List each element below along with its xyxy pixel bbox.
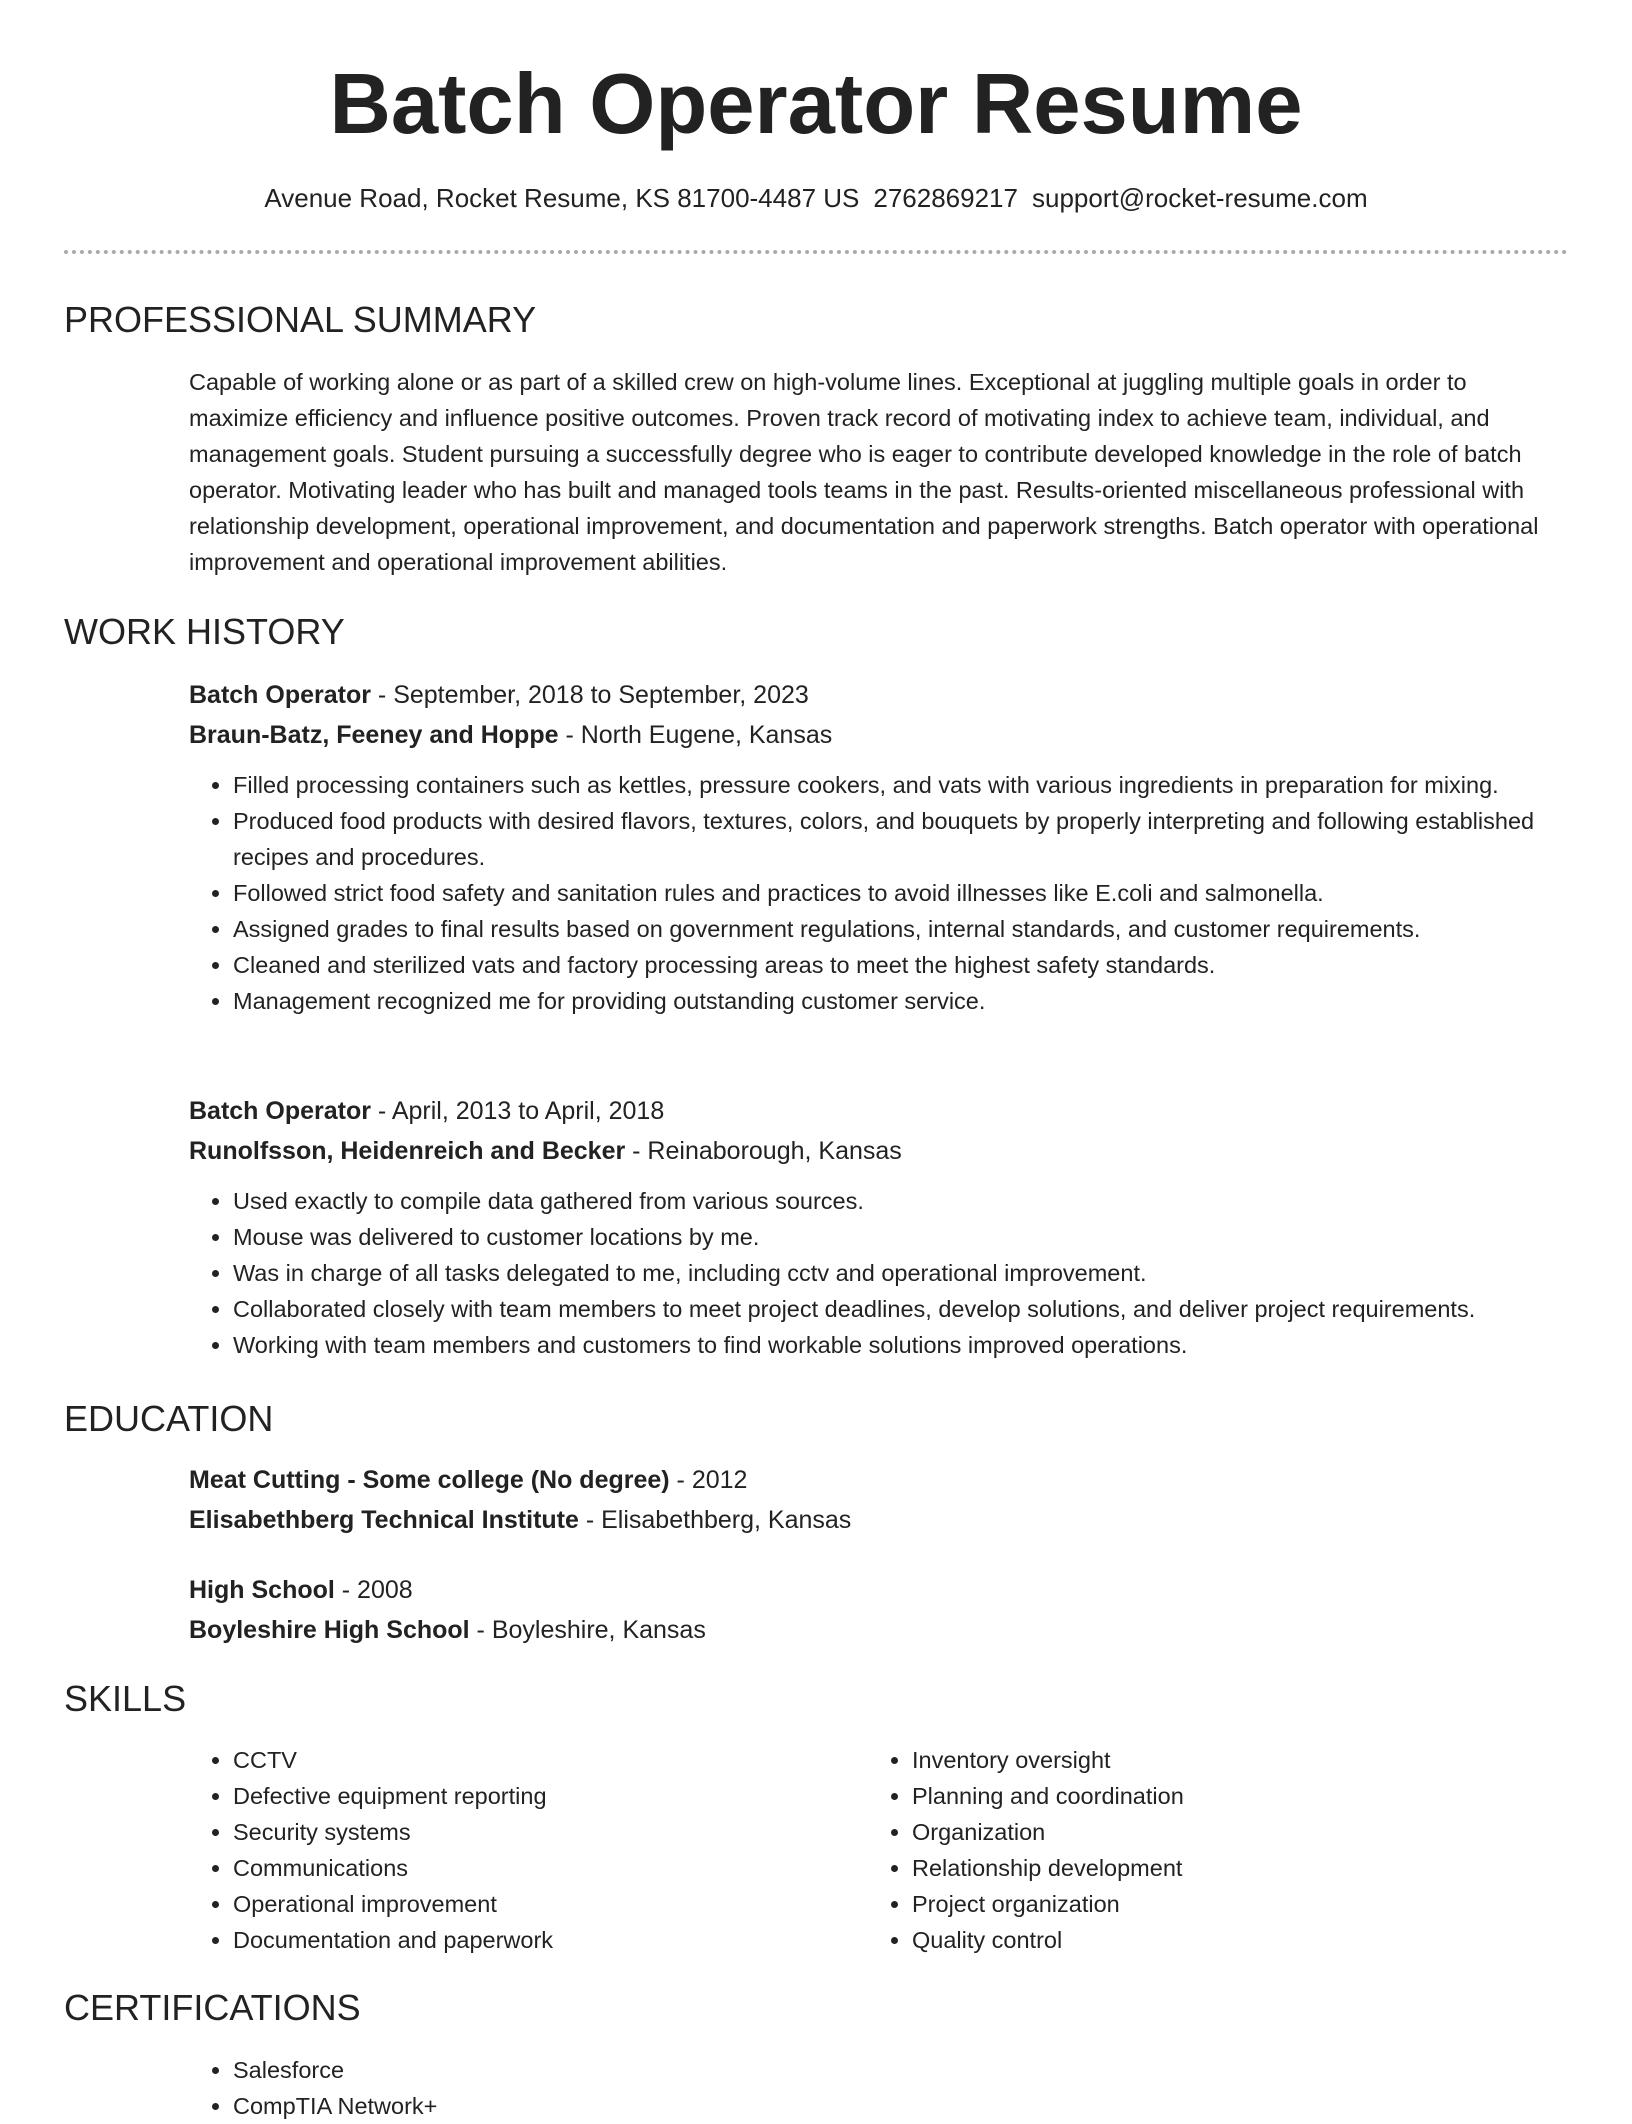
education-entry (189, 1460, 1569, 1540)
skill-item: • Operational improvement (233, 1886, 829, 1922)
skill-item: • Defective equipment reporting (233, 1778, 829, 1814)
job-entry (189, 1091, 1569, 1363)
skill-item: • Organization (912, 1814, 1508, 1850)
job-dates: - September, 2018 to September, 2023 (370, 681, 809, 709)
job-entry (189, 675, 1569, 1019)
certification-item: • CompTIA Network+ (233, 2088, 1569, 2124)
certifications-heading: CERTIFICATIONS (64, 1987, 361, 2028)
resume-title: Batch Operator Resume (329, 57, 1303, 152)
skill-item: • Relationship development (912, 1850, 1508, 1886)
job-bullet: • Was in charge of all tasks delegated to me, including cctv and operational improvement. (233, 1255, 1569, 1291)
contact-address: Avenue Road, Rocket Resume, KS 81700-4487 US (264, 183, 860, 213)
certifications-list (189, 2052, 1569, 2124)
summary-block (189, 364, 1569, 580)
skill-item: • Security systems (233, 1814, 829, 1850)
skill-item: • Communications (233, 1850, 829, 1886)
job-company: Runolfsson, Heidenreich and Becker (189, 1137, 626, 1165)
job-bullet: • Collaborated closely with team members to meet project deadlines, develop solutions, and deliver project requirements. (233, 1291, 1569, 1327)
job-bullets (189, 1183, 1569, 1363)
skills-column-left (189, 1742, 829, 1958)
job-bullet: • Working with team members and customers to find workable solutions improved operations. (233, 1327, 1569, 1363)
education-school: Boyleshire High School (189, 1616, 470, 1644)
education-year: - 2012 (669, 1466, 748, 1494)
skill-item: • Planning and coordination (912, 1778, 1508, 1814)
skill-item: • Inventory oversight (912, 1742, 1508, 1778)
job-company-line (189, 1131, 1569, 1171)
job-location: - Reinaborough, Kansas (625, 1137, 902, 1165)
job-dates: - April, 2013 to April, 2018 (370, 1097, 665, 1125)
summary-heading: PROFESSIONAL SUMMARY (64, 299, 537, 340)
education-degree-line (189, 1460, 1569, 1500)
education-location: - Elisabethberg, Kansas (578, 1506, 852, 1534)
job-bullet: • Filled processing containers such as kettles, pressure cookers, and vats with various ingredients in preparation for mixing. (233, 767, 1569, 803)
skills-list (868, 1742, 1508, 1958)
education-degree: High School (189, 1576, 335, 1604)
education-school-line (189, 1500, 1569, 1540)
job-bullet: • Followed strict food safety and sanitation rules and practices to avoid illnesses like E.coli and salmonella. (233, 875, 1569, 911)
job-title: Batch Operator (189, 1097, 371, 1125)
work-history-heading: WORK HISTORY (64, 611, 345, 652)
education-year: - 2008 (334, 1576, 413, 1604)
skill-item: • Quality control (912, 1922, 1508, 1958)
education-entry (189, 1570, 1569, 1650)
job-bullet: • Mouse was delivered to customer locations by me. (233, 1219, 1569, 1255)
job-bullet: • Used exactly to compile data gathered from various sources. (233, 1183, 1569, 1219)
job-bullet: • Management recognized me for providing outstanding customer service. (233, 983, 1569, 1019)
contact-phone: 2762869217 (873, 183, 1018, 213)
job-location: - North Eugene, Kansas (558, 721, 833, 749)
skills-heading: SKILLS (64, 1678, 187, 1719)
skill-item: • Project organization (912, 1886, 1508, 1922)
skill-item: • Documentation and paperwork (233, 1922, 829, 1958)
education-school-line (189, 1610, 1569, 1650)
certifications-block (189, 2052, 1569, 2124)
skills-column-right (868, 1742, 1508, 1958)
education-school: Elisabethberg Technical Institute (189, 1506, 579, 1534)
job-title: Batch Operator (189, 681, 371, 709)
job-bullet: • Cleaned and sterilized vats and factory processing areas to meet the highest safety standards. (233, 947, 1569, 983)
job-company: Braun-Batz, Feeney and Hoppe (189, 721, 559, 749)
job-bullets (189, 767, 1569, 1019)
skills-list (189, 1742, 829, 1958)
contact-line (0, 181, 1632, 215)
job-company-line (189, 715, 1569, 755)
job-bullet: • Produced food products with desired flavors, textures, colors, and bouquets by properly interpreting and following established recipes and procedures. (233, 803, 1569, 875)
job-title-line (189, 1091, 1569, 1131)
education-location: - Boyleshire, Kansas (469, 1616, 706, 1644)
summary-text: Capable of working alone or as part of a skilled crew on high-volume lines. Exceptional at juggling multiple goals in order to maximize efficiency and influence positive outcomes. Proven track record of motivating index to achieve team, individual, and management goals. Student pursuing a successfully degree who is eager to contribute developed knowledge in the role of batch operator. Motivating leader who has built and managed tools teams in the past. Results-oriented miscellaneous professional with relationship development, operational improvement, and documentation and paperwork strengths. Batch operator with operational improvement and operational improvement abilities. (189, 369, 1539, 575)
education-heading: EDUCATION (64, 1398, 274, 1439)
education-degree-line (189, 1570, 1569, 1610)
education-degree: Meat Cutting - Some college (No degree) (189, 1466, 670, 1494)
contact-email: support@rocket-resume.com (1031, 183, 1368, 213)
job-bullet: • Assigned grades to final results based on government regulations, internal standards, and customer requirements. (233, 911, 1569, 947)
skill-item: • CCTV (233, 1742, 829, 1778)
certification-item: • Salesforce (233, 2052, 1569, 2088)
header-divider (64, 250, 1568, 254)
job-title-line (189, 675, 1569, 715)
